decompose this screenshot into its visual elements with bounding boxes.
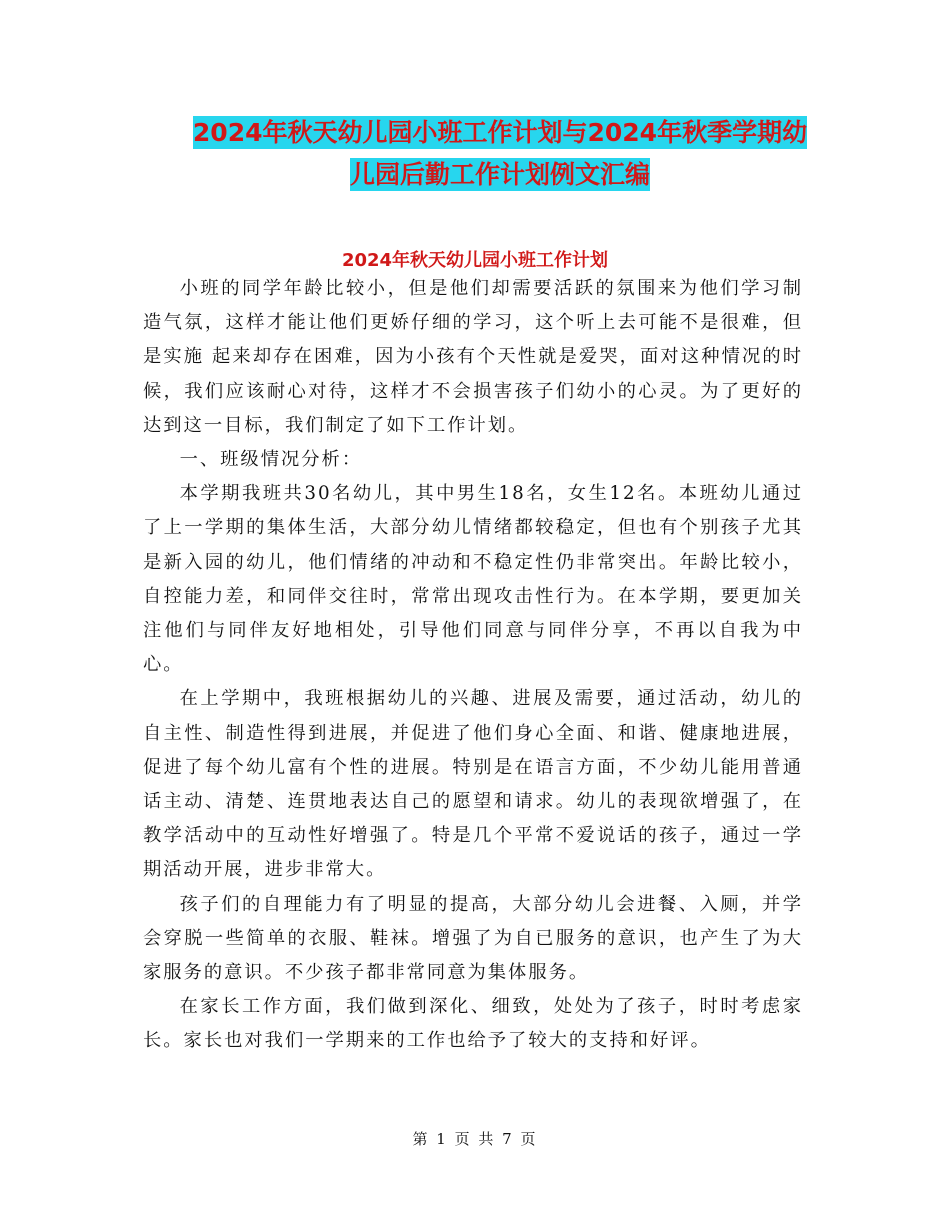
paragraph: 孩子们的自理能力有了明显的提高，大部分幼儿会进餐、入厕，并学会穿脱一些简单的衣服、鞋袜。增强了为自已服务的意识，也产生了为大家服务的意识。不少孩子都非常同意为集体服务。 xyxy=(143,893,803,984)
title-line-1: 2024年秋天幼儿园小班工作计划与2024年秋季学期幼 xyxy=(192,118,808,147)
section-heading: 一、班级情况分析： xyxy=(179,449,363,471)
paragraph: 小班的同学年龄比较小，但是他们却需要活跃的氛围来为他们学习制造气氛，这样才能让他们更娇仔细的学习，这个听上去可能不是很难，但是实施 起来却存在困难，因为小孩有个天性就是爱哭，面对这种情况的时候，我们应该耐心对待，这样才不会损害孩子们幼小的心灵。为了更好的达到这一目标，我们制定了如下工作计划。 xyxy=(143,278,803,436)
section-title: 2024年秋天幼儿园小班工作计划 xyxy=(341,250,609,271)
document-body xyxy=(143,272,803,1059)
title-line-2: 儿园后勤工作计划例文汇编 xyxy=(349,160,650,189)
paragraph: 本学期我班共30名幼儿，其中男生18名，女生12名。本班幼儿通过了上一学期的集体生活，大部分幼儿情绪都较稳定，但也有个别孩子尤其是新入园的幼儿，他们情绪的冲动和不稳定性仍非常突出。年龄比较小，自控能力差，和同伴交往时，常常出现攻击性行为。在本学期，要更加关注他们与同伴友好地相处，引导他们同意与同伴分享，不再以自我为中心。 xyxy=(143,483,803,676)
document-title xyxy=(150,112,850,196)
paragraph: 在家长工作方面，我们做到深化、细致，处处为了孩子，时时考虑家长。家长也对我们一学期来的工作也给予了较大的支持和好评。 xyxy=(143,996,803,1052)
page-footer: 第 1 页 共 7 页 xyxy=(412,1130,538,1148)
paragraph: 在上学期中，我班根据幼儿的兴趣、进展及需要，通过活动，幼儿的自主性、制造性得到进展，并促进了他们身心全面、和谐、健康地进展，促进了每个幼儿富有个性的进展。特别是在语言方面，不少幼儿能用普通话主动、清楚、连贯地表达自己的愿望和请求。幼儿的表现欲增强了，在教学活动中的互动性好增强了。特是几个平常不爱说话的孩子，通过一学期活动开展，进步非常大。 xyxy=(143,688,803,881)
